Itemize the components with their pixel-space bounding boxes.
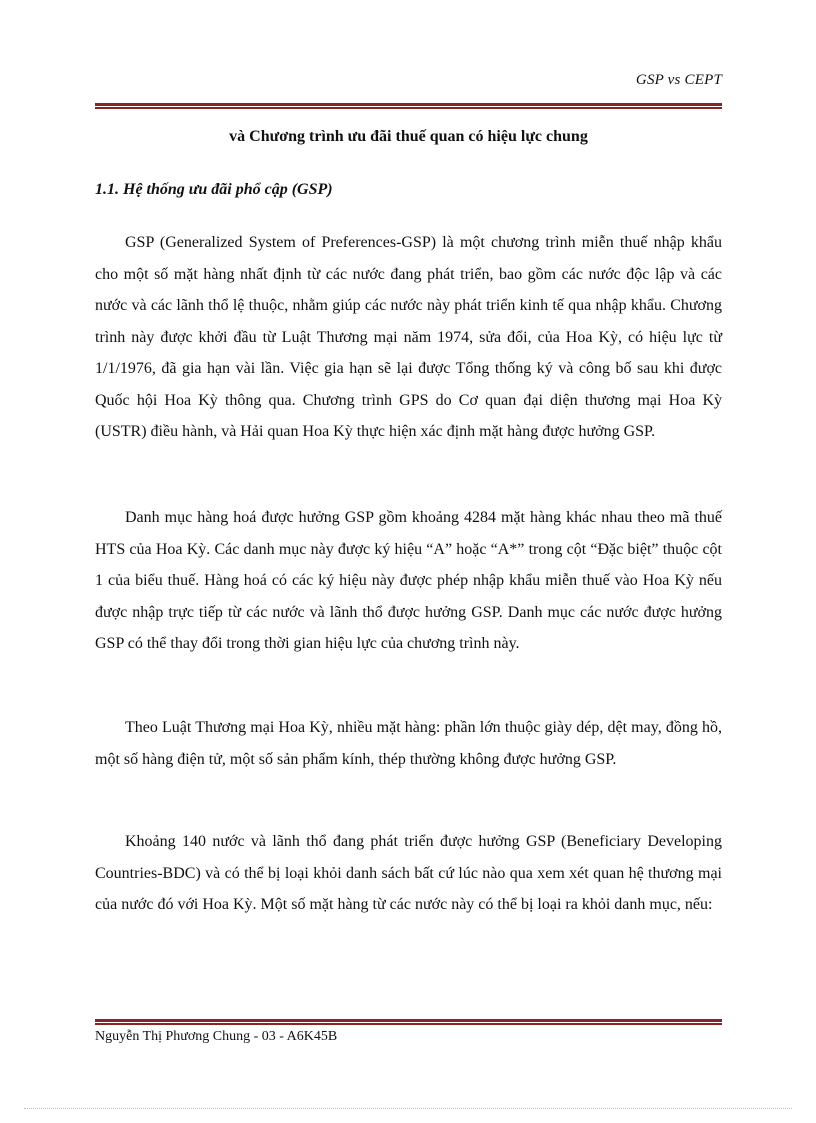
paragraph: Theo Luật Thương mại Hoa Kỳ, nhiều mặt hàng: phần lớn thuộc giày dép, dệt may, đồng hồ, một số hàng điện tử, một số sản phẩm kính, thép thường không được hưởng GSP. [95, 719, 722, 768]
footer-author: Nguyễn Thị Phương Chung - 03 - A6K45B [95, 1029, 338, 1044]
header-rule-thick [95, 103, 722, 106]
section-heading: 1.1. Hệ thống ưu đãi phổ cập (GSP) [95, 181, 333, 198]
header-rule [95, 103, 722, 109]
paragraph: GSP (Generalized System of Preferences-GSP) là một chương trình miễn thuế nhập khẩu cho một số mặt hàng nhất định từ các nước đang phát triển, bao gồm các nước độc lập và các nước và các lãnh thổ lệ thuộc, nhằm giúp các nước này phát triển kinh tế qua nhập khẩu. Chương trình này được khởi đầu từ Luật Thương mại năm 1974, sửa đổi, của Hoa Kỳ, có hiệu lực từ 1/1/1976, đã gia hạn vài lần. Việc gia hạn sẽ lại được Tổng thống ký và công bố sau khi được Quốc hội Hoa Kỳ thông qua. Chương trình GPS do Cơ quan đại diện thương mại Hoa Kỳ (USTR) điều hành, và Hải quan Hoa Kỳ thực hiện xác định mặt hàng được hưởng GSP. [95, 234, 722, 440]
header-rule-thin [95, 107, 722, 109]
footer-rule-thin [95, 1023, 722, 1025]
paragraph: Khoảng 140 nước và lãnh thổ đang phát triển được hưởng GSP (Beneficiary Developing Countries-BDC) và có thể bị loại khỏi danh sách bất cứ lúc nào qua xem xét quan hệ thương mại của nước đó với Hoa Kỳ. Một số mặt hàng từ các nước này có thể bị loại ra khỏi danh mục, nếu: [95, 833, 722, 913]
header-title: GSP vs CEPT [635, 72, 722, 88]
footer-rule-thick [95, 1019, 722, 1022]
page-boundary [24, 1108, 792, 1109]
paragraph: Danh mục hàng hoá được hưởng GSP gồm khoảng 4284 mặt hàng khác nhau theo mã thuế HTS của Hoa Kỳ. Các danh mục này được ký hiệu “A” hoặc “A*” trong cột “Đặc biệt” thuộc cột 1 của biểu thuế. Hàng hoá có các ký hiệu này được phép nhập khẩu miễn thuế vào Hoa Kỳ nếu được nhập trực tiếp từ các nước và lãnh thổ được hưởng GSP. Danh mục các nước được hưởng GSP có thể thay đổi trong thời gian hiệu lực của chương trình này. [95, 509, 722, 652]
footer-rule [95, 1019, 722, 1025]
section-title: và Chương trình ưu đãi thuế quan có hiệu lực chung [229, 128, 588, 145]
